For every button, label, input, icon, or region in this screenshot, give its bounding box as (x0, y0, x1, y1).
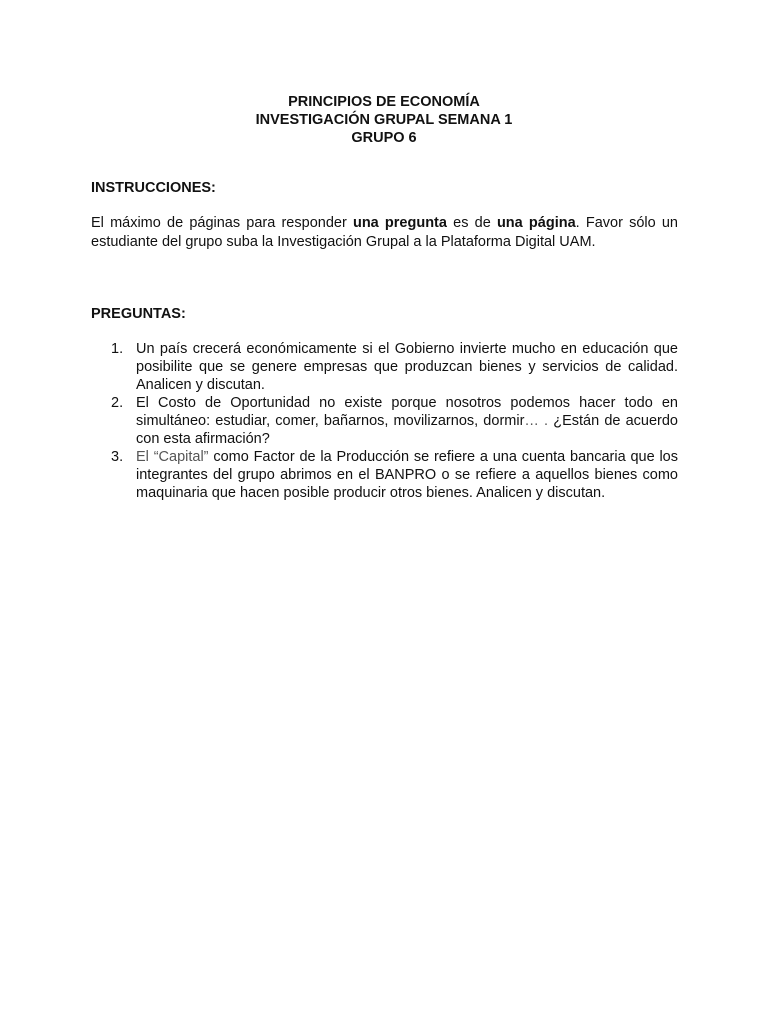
title-group: GRUPO 6 (351, 130, 417, 146)
instructions-bold-1: una pregunta (352, 215, 447, 231)
question-el: El (136, 449, 149, 465)
questions-heading: PREGUNTAS: (91, 306, 186, 322)
question-text: El Costo de Oportunidad no existe porque nosotros podemos hacer todo en simultáneo: estudiar, comer, bañarnos, movilizarnos, dormir (136, 395, 678, 429)
question-item (91, 448, 678, 502)
instructions-text-1: El máximo de páginas para responder (91, 215, 353, 231)
question-text: como Factor de la Producción se refiere a una cuenta bancaria que los integrantes del grupo abrimos en el BANPRO o se refiere a aquellos bienes como maquinaria que hacen posible producir otros bienes. Analicen y discutan. (136, 449, 678, 501)
title-assignment: INVESTIGACIÓN GRUPAL SEMANA 1 (255, 112, 513, 128)
questions-list (91, 340, 678, 502)
title-course: PRINCIPIOS DE ECONOMÍA (288, 94, 480, 110)
instructions-paragraph (91, 214, 678, 252)
question-item (91, 340, 678, 394)
question-number: 3. (111, 449, 124, 465)
question-text-after: ¿Están de acuerdo con esta afirmación? (136, 413, 678, 447)
question-number: 2. (111, 395, 124, 411)
question-ellipsis: … . (524, 413, 549, 429)
instructions-bold-2: una página (496, 215, 576, 231)
instructions-text-2: es de (446, 215, 497, 231)
question-number: 1. (111, 341, 124, 357)
question-quoted-term: “Capital” (148, 449, 214, 465)
document-title (0, 93, 768, 147)
question-text: Un país crecerá económicamente si el Gobierno invierte mucho en educación que posibilite que se genere empresas que produzcan bienes y servicios de calidad. Analicen y discutan. (136, 341, 678, 393)
instructions-text-3: . Favor sólo un estudiante del grupo suba la Investigación Grupal a la Plataforma Digital UAM. (91, 215, 678, 250)
instructions-heading: INSTRUCCIONES: (91, 180, 216, 196)
question-item (91, 394, 678, 448)
